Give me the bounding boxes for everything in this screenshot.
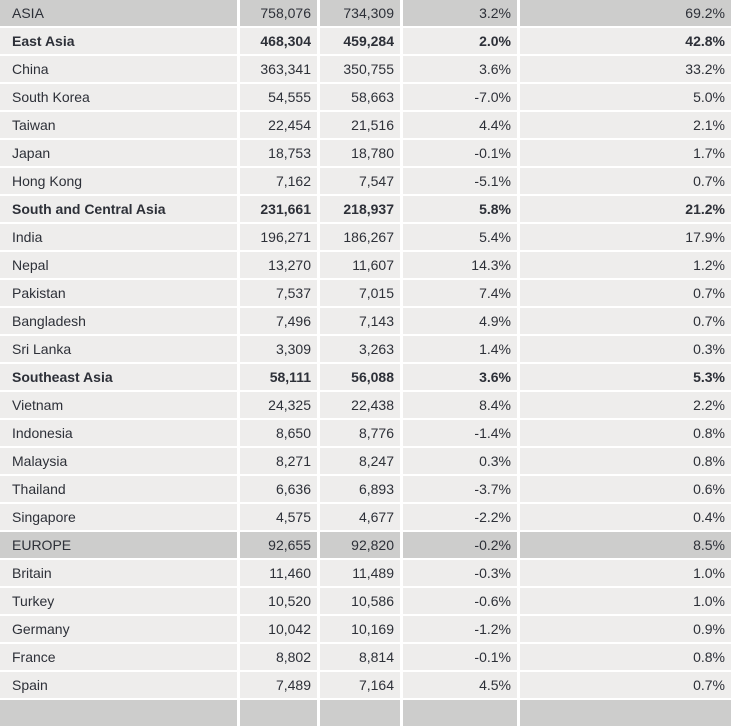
value1-cell: 196,271 xyxy=(240,224,317,250)
percent-share-cell: 69.2% xyxy=(520,0,731,26)
value1-cell: 7,537 xyxy=(240,280,317,306)
value1-cell: 10,042 xyxy=(240,616,317,642)
percent-change-cell: -0.6% xyxy=(403,588,517,614)
table-row xyxy=(0,448,731,474)
percent-change-cell: 4.9% xyxy=(403,308,517,334)
table-row xyxy=(0,616,731,642)
percent-share-cell: 42.8% xyxy=(520,28,731,54)
value1-cell: 6,636 xyxy=(240,476,317,502)
table-row xyxy=(0,364,731,390)
table-row xyxy=(0,308,731,334)
value2-cell: 18,780 xyxy=(320,140,400,166)
percent-share-cell: 33.2% xyxy=(520,56,731,82)
region-cell: Vietnam xyxy=(0,392,237,418)
percent-change-cell: 14.3% xyxy=(403,252,517,278)
percent-share-cell: 1.0% xyxy=(520,588,731,614)
value2-cell: 11,607 xyxy=(320,252,400,278)
region-cell: South and Central Asia xyxy=(0,196,237,222)
percent-change-cell: 4.5% xyxy=(403,672,517,698)
percent-share-cell: 0.4% xyxy=(520,504,731,530)
value2-cell: 459,284 xyxy=(320,28,400,54)
region-cell: Spain xyxy=(0,672,237,698)
value1-cell: 54,555 xyxy=(240,84,317,110)
table-row xyxy=(0,476,731,502)
table-row xyxy=(0,252,731,278)
percent-share-cell: 2.2% xyxy=(520,392,731,418)
value2-cell: 10,586 xyxy=(320,588,400,614)
table-row xyxy=(0,280,731,306)
value2-cell: 10,169 xyxy=(320,616,400,642)
table-row xyxy=(0,420,731,446)
percent-change-cell: -1.4% xyxy=(403,420,517,446)
region-cell: Malaysia xyxy=(0,448,237,474)
table-row xyxy=(0,0,731,26)
percent-change-cell: 3.6% xyxy=(403,364,517,390)
value2-cell: 734,309 xyxy=(320,0,400,26)
value1-cell: 3,309 xyxy=(240,336,317,362)
percent-change-cell: -0.1% xyxy=(403,644,517,670)
value2-cell: 8,776 xyxy=(320,420,400,446)
percent-change-cell: 3.6% xyxy=(403,56,517,82)
region-cell: EUROPE xyxy=(0,532,237,558)
value2-cell: 11,489 xyxy=(320,560,400,586)
value1-cell: 92,655 xyxy=(240,532,317,558)
value2-cell: 4,677 xyxy=(320,504,400,530)
percent-change-cell: -0.1% xyxy=(403,140,517,166)
region-cell: Nepal xyxy=(0,252,237,278)
value1-cell: 7,162 xyxy=(240,168,317,194)
percent-change-cell: -0.3% xyxy=(403,560,517,586)
table-row xyxy=(0,84,731,110)
value1-cell: 18,753 xyxy=(240,140,317,166)
value2-cell: 22,438 xyxy=(320,392,400,418)
percent-change-cell: -1.2% xyxy=(403,616,517,642)
percent-change-cell: 8.4% xyxy=(403,392,517,418)
percent-share-cell: 0.7% xyxy=(520,308,731,334)
region-cell: Indonesia xyxy=(0,420,237,446)
region-cell: Turkey xyxy=(0,588,237,614)
value2-cell: 92,820 xyxy=(320,532,400,558)
region-cell: Bangladesh xyxy=(0,308,237,334)
table-row xyxy=(0,168,731,194)
percent-change-cell: 3.2% xyxy=(403,0,517,26)
value1-cell: 7,489 xyxy=(240,672,317,698)
region-cell: Sri Lanka xyxy=(0,336,237,362)
percent-change-cell: -2.2% xyxy=(403,504,517,530)
region-cell: Hong Kong xyxy=(0,168,237,194)
region-cell: Britain xyxy=(0,560,237,586)
percent-share-cell: 1.0% xyxy=(520,560,731,586)
value1-cell: 4,575 xyxy=(240,504,317,530)
region-cell: Pakistan xyxy=(0,280,237,306)
value1-cell: 11,460 xyxy=(240,560,317,586)
percent-share-cell: 0.6% xyxy=(520,476,731,502)
value1-cell: 8,802 xyxy=(240,644,317,670)
table-row xyxy=(0,140,731,166)
percent-change-cell: 0.3% xyxy=(403,448,517,474)
value2-cell: 8,247 xyxy=(320,448,400,474)
value1-cell: 231,661 xyxy=(240,196,317,222)
percent-change-cell: 5.8% xyxy=(403,196,517,222)
percent-change-cell: -7.0% xyxy=(403,84,517,110)
value2-cell: 7,143 xyxy=(320,308,400,334)
percent-change-cell: 5.4% xyxy=(403,224,517,250)
table-row xyxy=(0,532,731,558)
percent-change-cell: -5.1% xyxy=(403,168,517,194)
value2-cell: 7,164 xyxy=(320,672,400,698)
percent-share-cell: 0.7% xyxy=(520,280,731,306)
percent-share-cell: 0.7% xyxy=(520,168,731,194)
table-row xyxy=(0,504,731,530)
percent-change-cell: 7.4% xyxy=(403,280,517,306)
region-cell: ASIA xyxy=(0,0,237,26)
percent-share-cell: 21.2% xyxy=(520,196,731,222)
percent-share-cell: 17.9% xyxy=(520,224,731,250)
table-row xyxy=(0,392,731,418)
percent-share-cell: 0.8% xyxy=(520,420,731,446)
value2-cell: 218,937 xyxy=(320,196,400,222)
table-row xyxy=(0,28,731,54)
percent-share-cell: 0.9% xyxy=(520,616,731,642)
percent-share-cell: 1.7% xyxy=(520,140,731,166)
percent-share-cell: 2.1% xyxy=(520,112,731,138)
value2-cell: 56,088 xyxy=(320,364,400,390)
value1-cell: 8,650 xyxy=(240,420,317,446)
region-cell: Japan xyxy=(0,140,237,166)
value2-cell: 21,516 xyxy=(320,112,400,138)
region-cell: East Asia xyxy=(0,28,237,54)
percent-change-cell: 4.4% xyxy=(403,112,517,138)
value1-cell: 22,454 xyxy=(240,112,317,138)
value1-cell: 758,076 xyxy=(240,0,317,26)
region-cell: India xyxy=(0,224,237,250)
value2-cell: 186,267 xyxy=(320,224,400,250)
value1-cell: 58,111 xyxy=(240,364,317,390)
value2-cell: 7,015 xyxy=(320,280,400,306)
value2-cell: 3,263 xyxy=(320,336,400,362)
region-cell: Southeast Asia xyxy=(0,364,237,390)
percent-share-cell: 0.8% xyxy=(520,644,731,670)
region-cell: China xyxy=(0,56,237,82)
value1-cell: 7,496 xyxy=(240,308,317,334)
table-row xyxy=(0,224,731,250)
percent-share-cell: 0.3% xyxy=(520,336,731,362)
table-row xyxy=(0,560,731,586)
percent-change-cell: 2.0% xyxy=(403,28,517,54)
value1-cell: 468,304 xyxy=(240,28,317,54)
value2-cell: 350,755 xyxy=(320,56,400,82)
region-cell: Thailand xyxy=(0,476,237,502)
table-row xyxy=(0,588,731,614)
value1-cell: 13,270 xyxy=(240,252,317,278)
percent-share-cell: 1.2% xyxy=(520,252,731,278)
region-cell: France xyxy=(0,644,237,670)
region-cell: Germany xyxy=(0,616,237,642)
percent-change-cell: 1.4% xyxy=(403,336,517,362)
percent-share-cell: 0.7% xyxy=(520,672,731,698)
percent-share-cell: 0.8% xyxy=(520,448,731,474)
table-row xyxy=(0,336,731,362)
region-cell: Taiwan xyxy=(0,112,237,138)
percent-change-cell: -0.2% xyxy=(403,532,517,558)
table-row xyxy=(0,56,731,82)
value2-cell: 8,814 xyxy=(320,644,400,670)
value2-cell: 6,893 xyxy=(320,476,400,502)
percent-share-cell: 5.3% xyxy=(520,364,731,390)
region-cell: Singapore xyxy=(0,504,237,530)
value1-cell: 24,325 xyxy=(240,392,317,418)
value2-cell: 58,663 xyxy=(320,84,400,110)
percent-share-cell: 5.0% xyxy=(520,84,731,110)
value1-cell: 10,520 xyxy=(240,588,317,614)
table-row xyxy=(0,672,731,698)
percent-change-cell: -3.7% xyxy=(403,476,517,502)
percent-share-cell: 8.5% xyxy=(520,532,731,558)
value1-cell: 363,341 xyxy=(240,56,317,82)
table-row xyxy=(0,112,731,138)
table-row xyxy=(0,196,731,222)
value2-cell: 7,547 xyxy=(320,168,400,194)
table-row xyxy=(0,644,731,670)
region-cell: South Korea xyxy=(0,84,237,110)
value1-cell: 8,271 xyxy=(240,448,317,474)
